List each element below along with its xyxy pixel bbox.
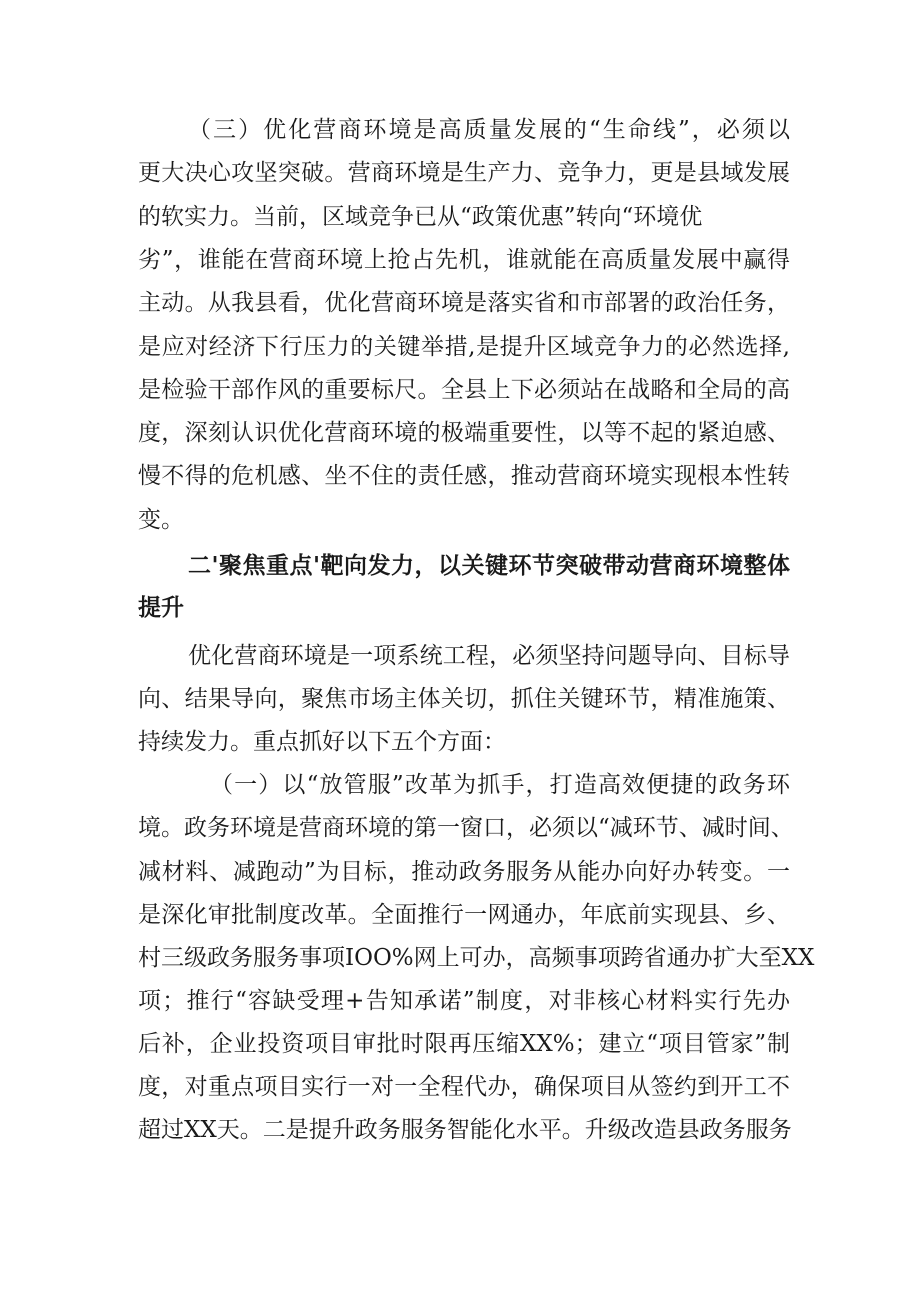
section-heading-line: 二'聚焦重点'靶向发力，以关键环节突破带动营商环境整体: [188, 553, 790, 579]
paragraph-line: 的软实力。当前，区域竞争已从“政策优惠”转向“环境优: [138, 203, 703, 230]
paragraph-line: 是检验干部作风的重要标尺。全县上下必须站在战略和全局的高: [138, 376, 790, 403]
paragraph-line: 后补，企业投资项目审批时限再压缩XX%；建立“项目管家”制: [138, 1030, 790, 1057]
paragraph-line: 更大决心攻坚突破。营商环境是生产力、竞争力，更是县域发展: [138, 160, 790, 187]
paragraph-line: 度，对重点项目实行一对一全程代办，确保项目从签约到开工不: [138, 1074, 790, 1100]
paragraph-line: 持续发力。重点抓好以下五个方面：: [138, 729, 506, 756]
section-heading-line: 提升: [138, 595, 184, 621]
paragraph-line: 慢不得的危机感、坐不住的责任感，推动营商环境实现根本性转: [138, 463, 790, 490]
paragraph-line: 超过XX天。二是提升政务服务智能化水平。升级改造县政务服务: [138, 1117, 792, 1144]
paragraph-line: 减材料、减跑动”为目标，推动政务服务从能办向好办转变。一: [138, 858, 790, 885]
paragraph-line: 主动。从我县看，优化营商环境是落实省和市部署的政治任务，: [138, 290, 790, 317]
paragraph-line: （一）以“放管服”改革为抓手，打造高效便捷的政务环: [210, 772, 790, 799]
paragraph-line: 变。: [138, 506, 184, 533]
paragraph-line: 度，深刻认识优化营商环境的极端重要性，以等不起的紧迫感、: [138, 420, 790, 447]
paragraph-line: 项；推行“容缺受理+告知承诺”制度，对非核心材料实行先办: [138, 987, 790, 1014]
paragraph-line: 村三级政务服务事项IOO%网上可办，高频事项跨省通办扩大至XX: [138, 944, 815, 971]
paragraph-line: （三）优化营商环境是高质量发展的“生命线”，必须以: [188, 117, 790, 143]
paragraph-line: 是应对经济下行压力的关键举措,是提升区域竞争力的必然选择,: [138, 333, 790, 360]
paragraph-line: 境。政务环境是营商环境的第一窗口，必须以“减环节、减时间、: [138, 815, 794, 842]
paragraph-line: 向、结果导向，聚焦市场主体关切，抓住关键环节，精准施策、: [138, 686, 790, 713]
paragraph-line: 劣”，谁能在营商环境上抢占先机，谁就能在高质量发展中赢得: [138, 246, 790, 273]
paragraph-line: 优化营商环境是一项系统工程，必须坚持问题导向、目标导: [188, 643, 790, 669]
paragraph-line: 是深化审批制度改革。全面推行一网通办，年底前实现县、乡、: [138, 901, 790, 928]
